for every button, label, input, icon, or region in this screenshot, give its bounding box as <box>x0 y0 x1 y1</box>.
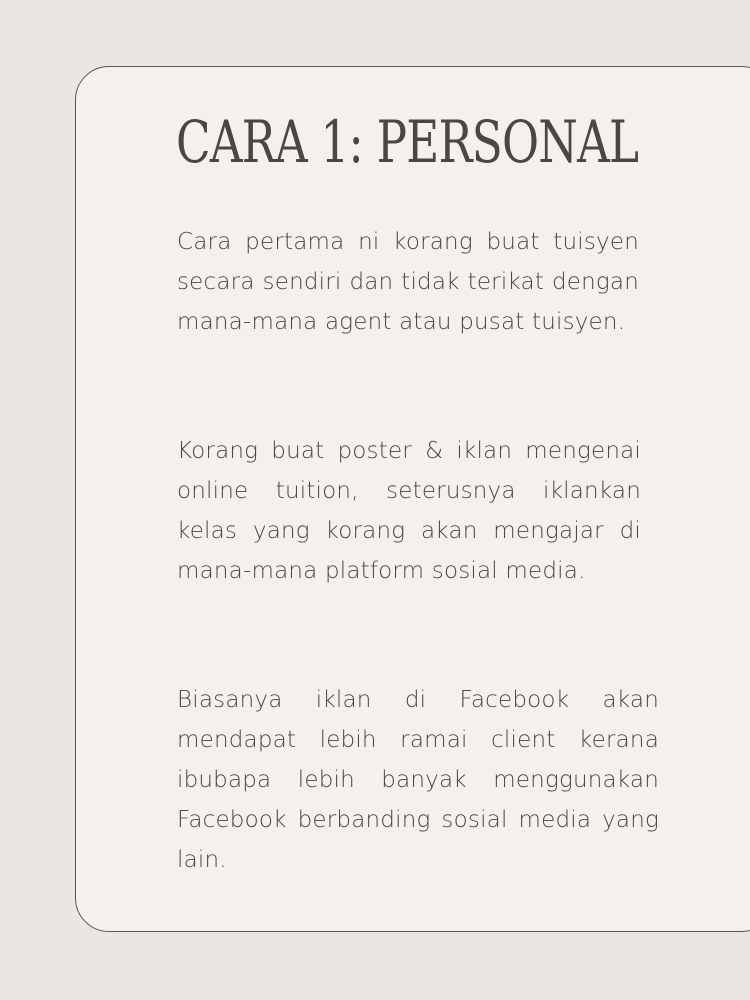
paragraph-3: Biasanya iklan di Facebook akan mendapat lebih ramai client kerana ibubapa lebih banyak menggunakan Facebook berbanding sosial media yang lain. <box>177 687 659 873</box>
page-title: CARA 1: PERSONAL <box>176 108 639 176</box>
paragraph-2: Korang buat poster & iklan mengenai online tuition, seterusnya iklankan kelas yang korang akan mengajar di mana-mana platform sosial media. <box>177 438 641 584</box>
paragraph-1: Cara pertama ni korang buat tuisyen secara sendiri dan tidak terikat dengan mana-mana agent atau pusat tuisyen. <box>177 229 639 335</box>
